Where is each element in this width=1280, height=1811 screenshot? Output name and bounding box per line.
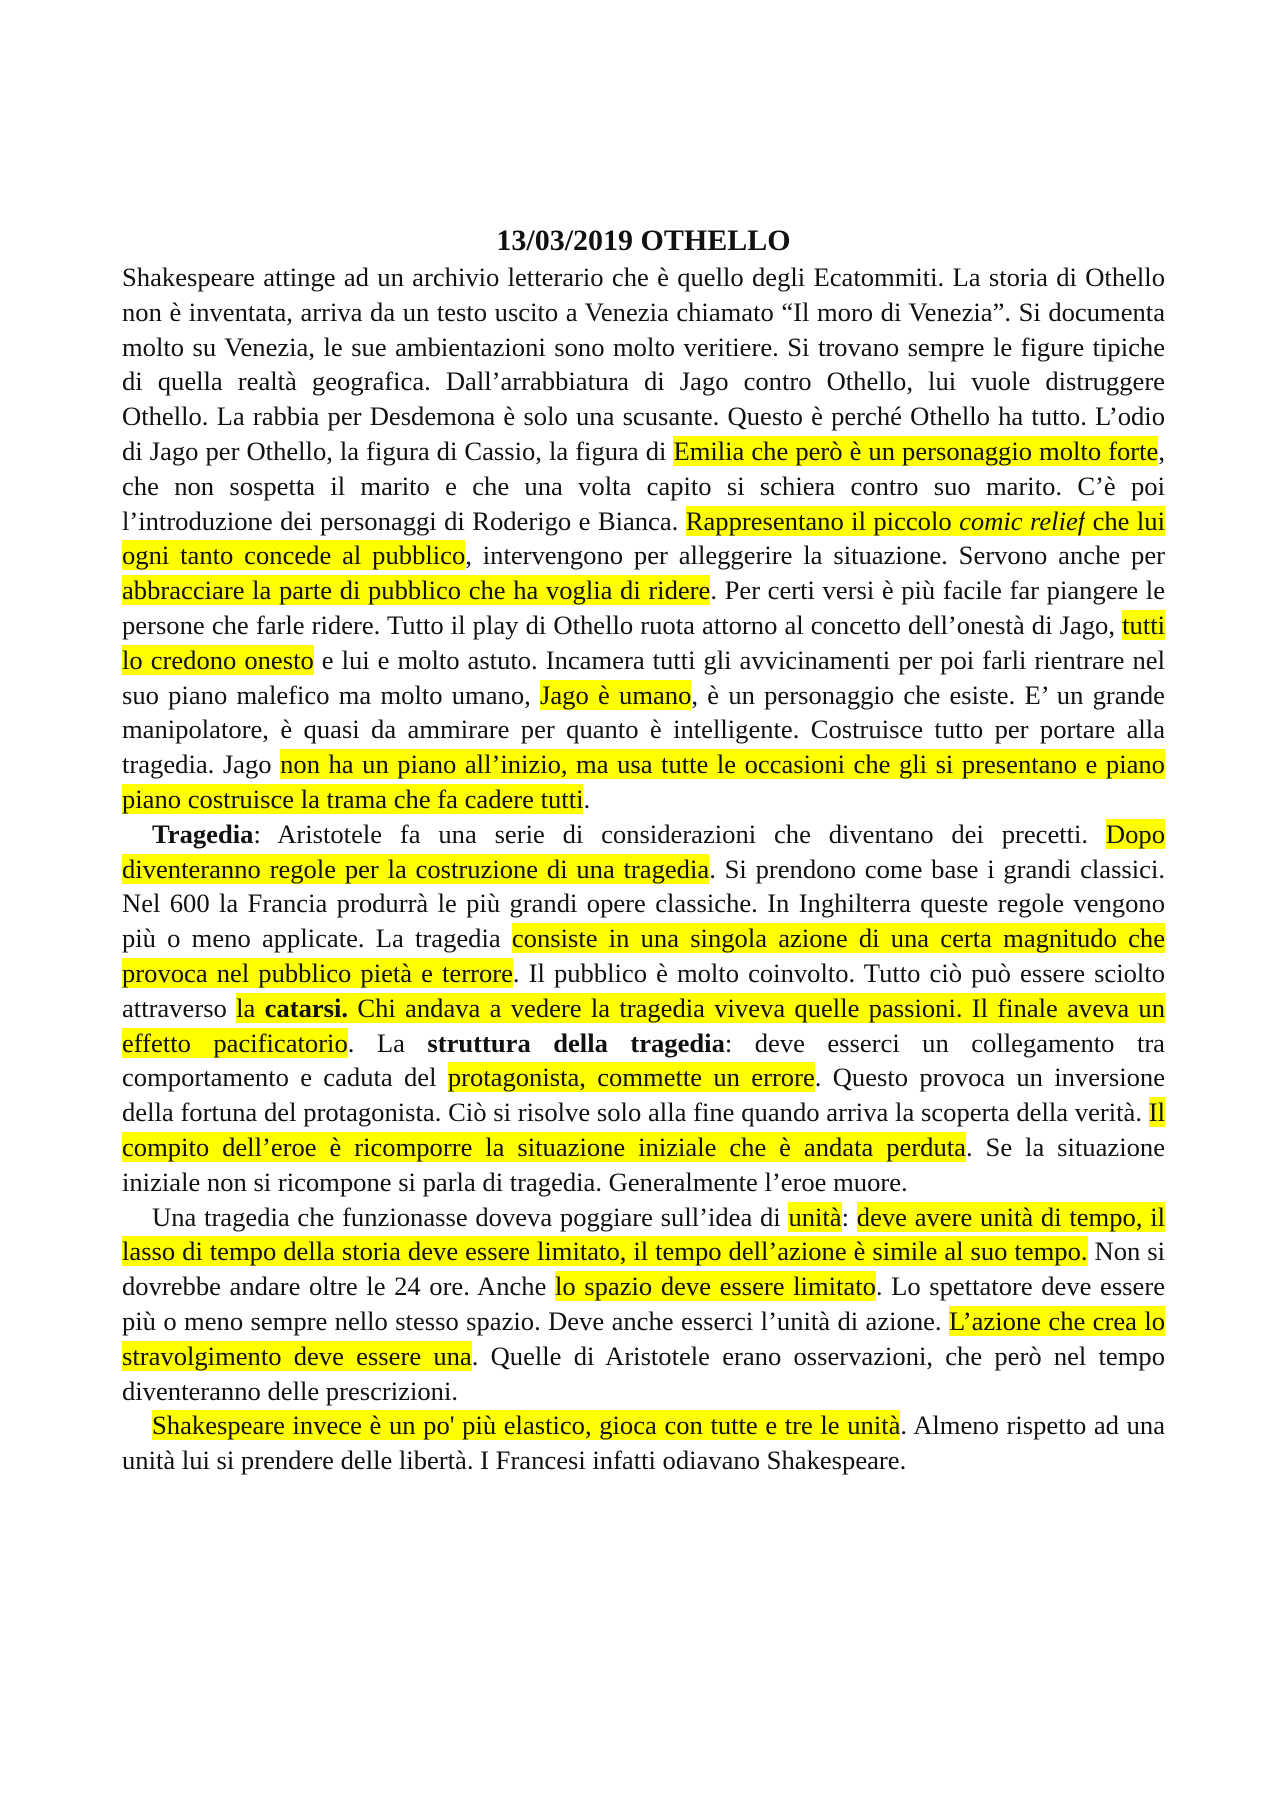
- highlighted-italic-text: comic relief: [959, 505, 1086, 536]
- highlighted-text: Emilia che però è un personaggio molto forte: [673, 435, 1159, 466]
- text-segment: Una tragedia che funzionasse doveva poggiare sull’idea di: [152, 1201, 789, 1232]
- highlighted-text: lo spazio deve essere limitato: [555, 1271, 876, 1302]
- text-segment: . Almeno rispetto ad una unità lui si prendere delle libertà. I Francesi infatti odiavano Shakespeare.: [122, 1410, 1165, 1476]
- text-segment: . Per certi versi è più facile far piangere le persone che farle ridere. Tutto il play di Othello ruota attorno al concetto dell’onestà di Jago,: [122, 575, 1165, 640]
- highlighted-text: non ha un piano all’inizio, ma usa tutte le occasioni che gli si presentano e piano piano costruisce la trama che fa cadere tutti: [122, 749, 1165, 814]
- highlighted-bold-term: catarsi.: [264, 992, 349, 1023]
- highlighted-text: L’azione che crea lo stravolgimento deve essere una: [122, 1305, 1166, 1371]
- highlighted-text: Dopo diventeranno regole per la costruzione di una tragedia: [122, 818, 1165, 884]
- highlighted-text: deve avere unità di tempo, il lasso di tempo della storia deve essere limitato, il tempo dell’azione è simile al suo tempo.: [122, 1201, 1166, 1267]
- text-segment: . La: [347, 1027, 428, 1058]
- text-segment: , intervengono per alleggerire la situazione. Servono anche per: [465, 540, 1165, 571]
- text-segment: . Si prendono come base i grandi classici. Nel 600 la Francia produrrà le più grandi opere classiche. In Inghilterra queste regole vengono più o meno applicate. La tragedia: [122, 853, 1166, 954]
- highlighted-text: consiste in una singola azione di una certa magnitudo che provoca nel pubblico pietà e terrore: [122, 923, 1166, 988]
- bold-term: Tragedia: [152, 818, 254, 849]
- text-segment: . Il pubblico è molto coinvolto. Tutto ciò può essere sciolto attraverso: [122, 957, 1165, 1023]
- highlighted-text: Shakespeare invece è un po' più elastico, gioca con tutte e tre le unità: [152, 1410, 901, 1441]
- paragraph-shakespeare: [122, 1408, 1165, 1478]
- text-segment: . Quelle di Aristotele erano osservazioni, che però nel tempo diventeranno delle prescrizioni.: [122, 1340, 1165, 1406]
- highlighted-text: abbracciare la parte di pubblico che ha voglia di ridere: [122, 575, 711, 606]
- text-segment: . Lo spettatore deve essere più o meno sempre nello stesso spazio. Deve anche esserci l’unità di azione.: [122, 1271, 1165, 1336]
- page-title: 13/03/2019 OTHELLO: [496, 224, 791, 257]
- highlighted-text: tutti lo credono onesto: [122, 609, 1165, 675]
- text-segment: e lui e molto astuto. Incamera tutti gli avvicinamenti per poi farli rientrare nel suo piano malefico ma molto umano,: [122, 644, 1165, 710]
- text-segment: :: [841, 1201, 857, 1232]
- text-segment: Non si dovrebbe andare oltre le 24 ore. Anche: [122, 1236, 1165, 1302]
- highlighted-text: Il compito dell’eroe è ricomporre la situazione iniziale che è andata perduta: [122, 1097, 1165, 1162]
- highlighted-text: Jago è umano: [540, 679, 692, 710]
- highlighted-text: Chi andava a vedere la tragedia viveva quelle passioni. Il finale aveva un effetto pacificatorio: [122, 992, 1165, 1058]
- text-segment: : deve esserci un collegamento tra comportamento e caduta del: [122, 1027, 1165, 1093]
- paragraph-tragedia: [122, 817, 1165, 1200]
- text-segment: . Se la situazione iniziale non si ricompone si parla di tragedia. Generalmente l’eroe muore.: [122, 1131, 1165, 1197]
- highlighted-text: che lui ogni tanto concede al pubblico: [122, 505, 1165, 571]
- text-segment: : Aristotele fa una serie di considerazioni che diventano dei precetti.: [253, 818, 1106, 849]
- bold-term: struttura della tragedia: [427, 1027, 725, 1058]
- text-segment: , che non sospetta il marito e che una volta capito si schiera contro suo marito. C’è poi l’introduzione dei personaggi di Roderigo e Bianca.: [122, 435, 1166, 536]
- text-segment: Shakespeare attinge ad un archivio letterario che è quello degli Ecatommiti. La storia di Othello non è inventata, arriva da un testo uscito a Venezia chiamato “Il moro di Venezia”. Si documenta molto su Venezia, le sue ambientazioni sono molto veritiere. Si trovano sempre le figure tipiche di quella realtà geografica. Dall’arrabbiatura di Jago contro Othello, lui vuole distruggere Othello. La rabbia per Desdemona è solo una scusante. Questo è perché Othello ha tutto. L’odio di Jago per Othello, la figura di Cassio, la figura di: [122, 262, 1165, 466]
- paragraph-othello-intro: [122, 260, 1165, 817]
- text-segment: .: [583, 783, 591, 814]
- highlighted-text: protagonista, commette un errore: [447, 1062, 815, 1093]
- highlighted-text: la: [236, 992, 265, 1023]
- highlighted-text: Rappresentano il piccolo: [685, 505, 960, 536]
- text-segment: , è un personaggio che esiste. E’ un grande manipolatore, è quasi da ammirare per quanto è intelligente. Costruisce tutto per portare alla tragedia. Jago: [122, 679, 1165, 780]
- paragraph-unita: [122, 1200, 1165, 1409]
- document-body: [122, 222, 1165, 1478]
- highlighted-text: unità: [788, 1201, 842, 1232]
- text-segment: . Questo provoca un inversione della fortuna del protagonista. Ciò si risolve solo alla fine quando arriva la scoperta della verità.: [122, 1062, 1165, 1128]
